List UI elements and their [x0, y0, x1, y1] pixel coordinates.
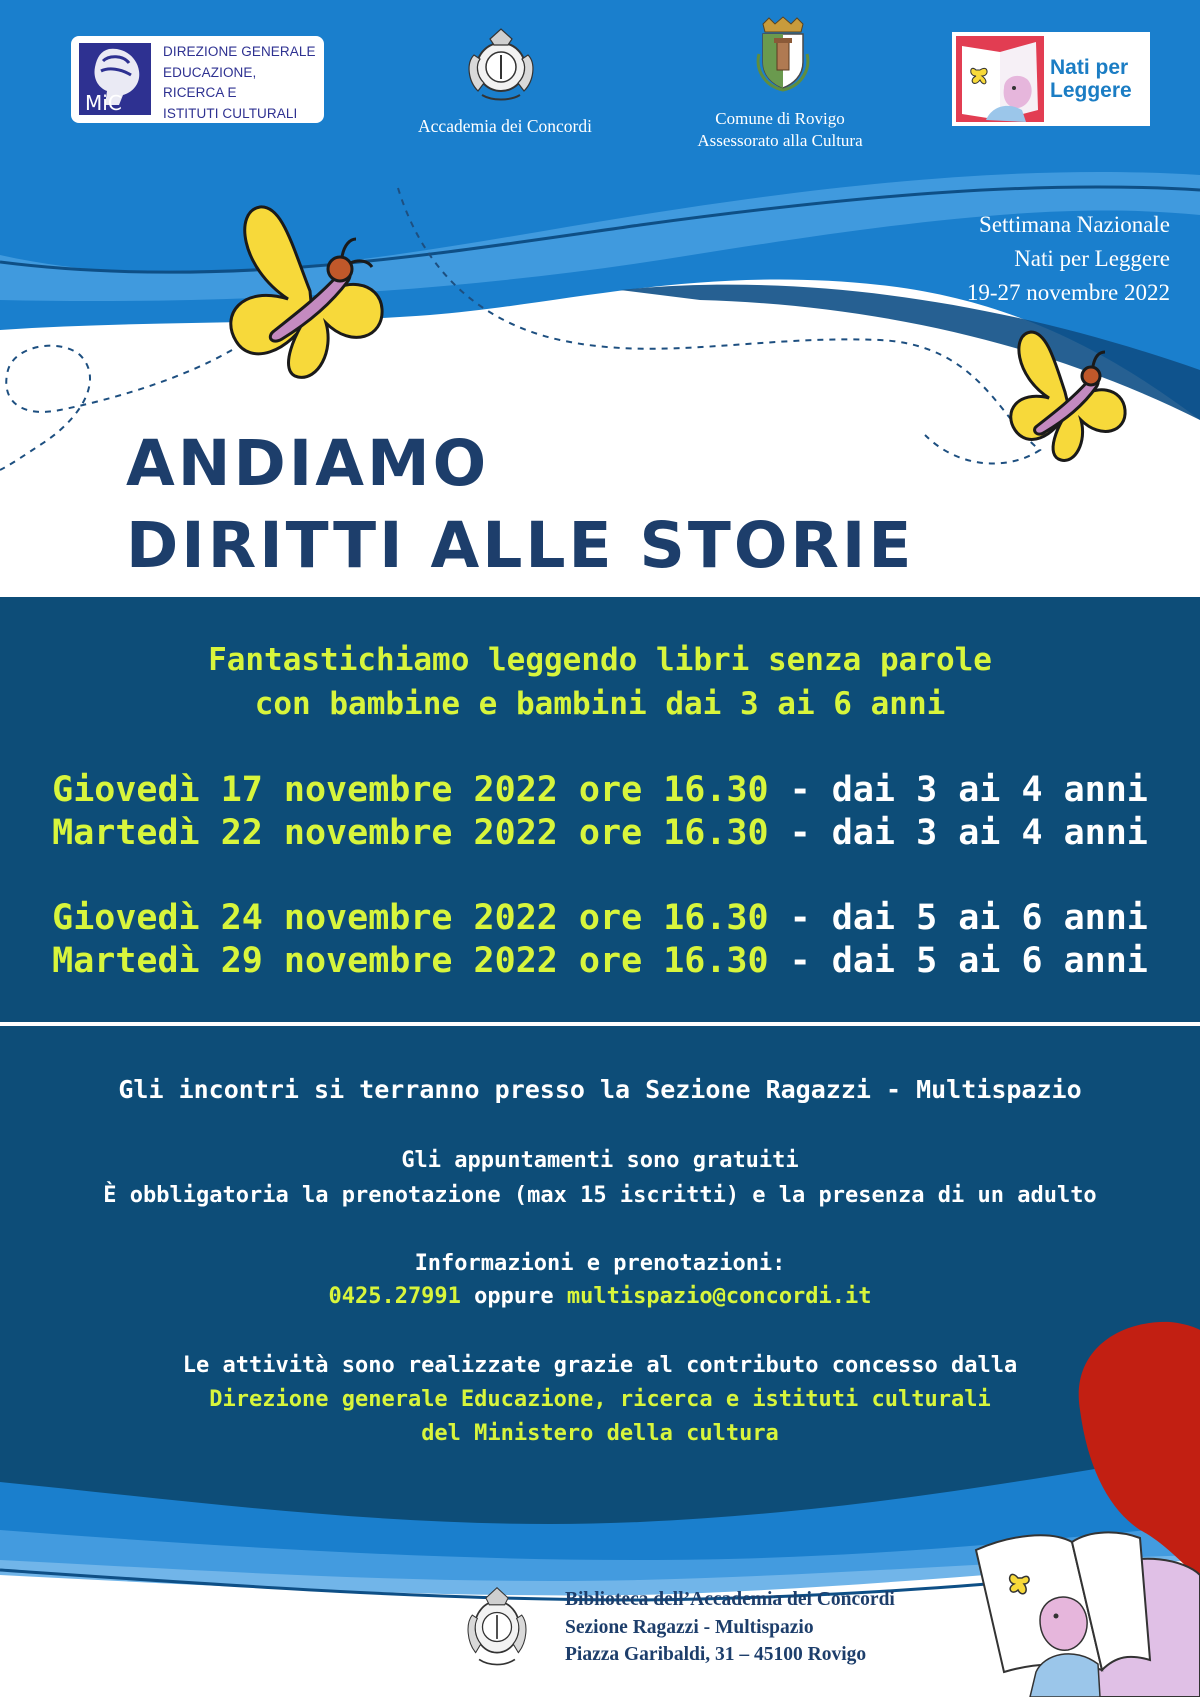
schedule-date: Giovedì 17 novembre 2022 ore 16.30 [52, 770, 769, 810]
booking-text: È obbligatoria la prenotazione (max 15 iscritti) e la presenza di un adulto [103, 1183, 1097, 1208]
schedule-date: Martedì 29 novembre 2022 ore 16.30 [52, 941, 769, 981]
nati-per-leggere-logo-icon [956, 36, 1044, 122]
comune-caption-line1: Comune di Rovigo [715, 109, 845, 128]
mic-line: RICERCA E [163, 85, 237, 100]
credit-line1: Le attività sono realizzate grazie al contributo concesso dalla [182, 1353, 1018, 1378]
schedule-item [0, 896, 1200, 940]
contacts-or: oppure [460, 1284, 567, 1309]
settimana-nazionale-block [850, 208, 1170, 310]
panel-divider [0, 1022, 1200, 1026]
free-text: Gli appuntamenti sono gratuiti [401, 1148, 799, 1173]
nati-per-leggere-logo [952, 32, 1150, 126]
comune-caption-line2: Assessorato alla Cultura [697, 131, 863, 150]
intro-line2: con bambine e bambini dai 3 ai 6 anni [254, 686, 946, 722]
accademia-crest-icon [462, 1584, 532, 1670]
npl-line1: Nati per [1050, 56, 1129, 79]
page-title [126, 423, 914, 587]
email-link[interactable]: multispazio@concordi.it [566, 1284, 872, 1309]
reading-child-illustration [970, 1320, 1200, 1697]
settimana-dates: 19-27 novembre 2022 [966, 280, 1170, 305]
mic-emblem-letters: MiC [85, 91, 122, 115]
footer-address [565, 1586, 895, 1669]
schedule-item [0, 768, 1200, 812]
mic-logo [71, 36, 324, 123]
schedule-item [0, 939, 1200, 983]
nati-per-leggere-logo-text [1050, 56, 1148, 102]
mic-line: EDUCAZIONE, [163, 64, 257, 80]
schedule-date: Martedì 22 novembre 2022 ore 16.30 [52, 813, 769, 853]
schedule-ages: - dai 3 ai 4 anni [768, 813, 1148, 853]
location-text: Gli incontri si terranno presso la Sezione Ragazzi - Multispazio [118, 1075, 1082, 1104]
accademia-caption: Accademia dei Concordi [418, 116, 592, 136]
credit-line3: del Ministero della cultura [421, 1421, 779, 1446]
butterfly-icon [1003, 326, 1135, 468]
footer-line2: Sezione Ragazzi - Multispazio [565, 1616, 814, 1638]
mic-emblem-icon [79, 43, 151, 115]
npl-line2: Leggere [1050, 79, 1132, 102]
intro-line1: Fantastichiamo leggendo libri senza parole [208, 642, 992, 678]
footer-line3: Piazza Garibaldi, 31 – 45100 Rovigo [565, 1644, 867, 1665]
footer-line1: Biblioteca dell’Accademia dei Concordi [565, 1589, 895, 1610]
mic-logo-text [163, 42, 323, 124]
rovigo-coat-of-arms-icon [755, 14, 811, 92]
contacts-line [0, 1282, 1200, 1312]
schedule-ages: - dai 3 ai 4 anni [768, 770, 1148, 810]
schedule-ages: - dai 5 ai 6 anni [768, 898, 1148, 938]
schedule-date: Giovedì 24 novembre 2022 ore 16.30 [52, 898, 769, 938]
accademia-crest-icon [460, 25, 542, 103]
title-line1: ANDIAMO [126, 427, 490, 500]
phone-number[interactable]: 0425.27991 [328, 1284, 461, 1309]
mic-line: DIREZIONE GENERALE [163, 44, 316, 59]
comune-caption [640, 108, 920, 152]
settimana-line1: Settimana Nazionale [979, 212, 1170, 237]
contacts-label: Informazioni e prenotazioni: [414, 1251, 786, 1276]
title-line2: DIRITTI ALLE STORIE [126, 509, 915, 582]
schedule-item [0, 811, 1200, 855]
credit-line2: Direzione generale Educazione, ricerca e istituti culturali [209, 1387, 991, 1412]
butterfly-icon [222, 205, 397, 385]
mic-line: ISTITUTI CULTURALI [163, 105, 298, 121]
schedule-ages: - dai 5 ai 6 anni [768, 941, 1148, 981]
settimana-line2: Nati per Leggere [1014, 246, 1170, 271]
